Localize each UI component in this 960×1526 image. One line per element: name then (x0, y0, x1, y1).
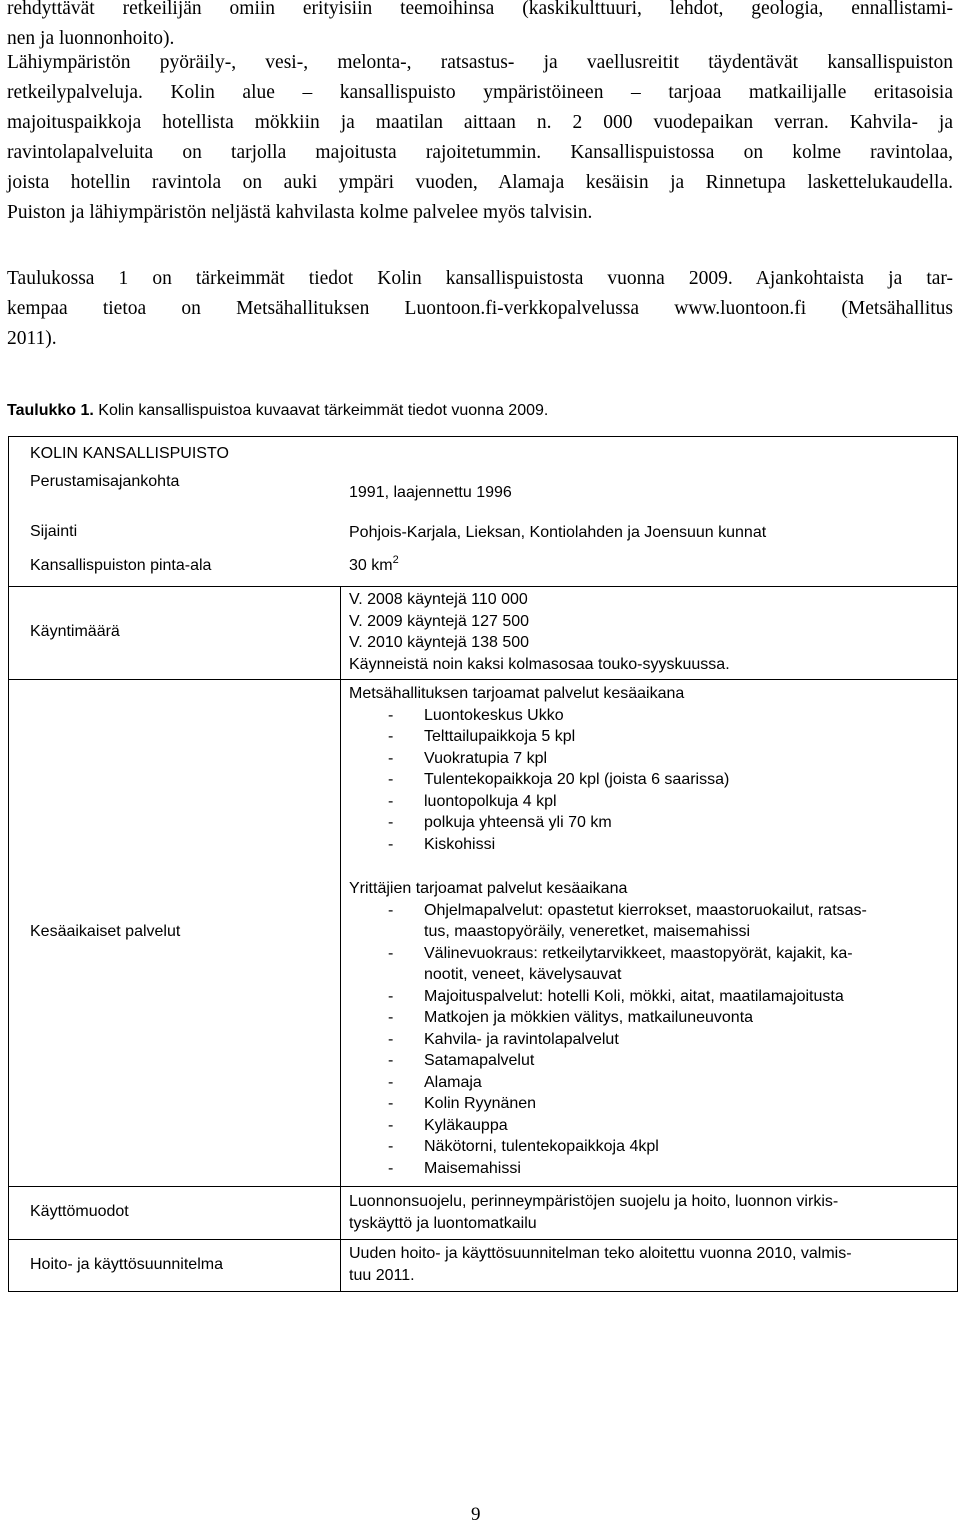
bullet-dash: - (388, 706, 394, 724)
founding-label: Perustamisajankohta (30, 473, 180, 490)
list-item-text: Luontokeskus Ukko (424, 706, 564, 724)
list-item-text: Maisemahissi (424, 1159, 521, 1177)
usage-line: tyskäyttö ja luontomatkailu (349, 1214, 537, 1232)
area-label: Kansallispuiston pinta-ala (30, 557, 212, 574)
list-item-text: Satamapalvelut (424, 1052, 535, 1069)
list-item (349, 1029, 949, 1051)
list-item (349, 791, 949, 813)
area-superscript: 2 (392, 554, 399, 566)
list-item-text: luontopolkuja 4 kpl (424, 792, 557, 810)
list-item (349, 1007, 949, 1029)
list-item (349, 1050, 949, 1072)
plan-label: Hoito- ja käyttösuunnitelma (30, 1256, 223, 1273)
text-line: ravintolapalveluita on tarjolla majoitusta rajoitetummin. Kansallispuistossa on kolme ravintolaa, (7, 142, 953, 163)
list-item-text: Tulentekopaikkoja 20 kpl (joista 6 saarissa) (424, 771, 730, 788)
bullet-dash: - (388, 749, 394, 767)
list-item-text: Välinevuokraus: retkeilytarvikkeet, maastopyörät, kajakit, ka- (424, 944, 853, 962)
area-number: 30 km (349, 557, 393, 574)
text-line: Puiston ja lähiympäristön neljästä kahvilasta kolme palvelee myös talvisin. (7, 202, 593, 223)
list-item (349, 943, 949, 986)
usage-value (349, 1191, 838, 1234)
list-item-text: Vuokratupia 7 kpl (424, 749, 548, 767)
text-line: Lähiympäristön pyöräily-, vesi-, melonta-, ratsastus- ja vaellusreitit täydentävät kansallispuiston (7, 52, 953, 73)
bullet-dash: - (388, 1159, 394, 1177)
list-item (349, 1115, 949, 1137)
visits-line: Käynneistä noin kaksi kolmasosaa touko-syyskuussa. (349, 655, 730, 673)
body-paragraph-1 (7, 0, 953, 54)
list-item (349, 748, 949, 770)
bullet-dash: - (388, 728, 394, 745)
text-line: retkeilypalveluja. Kolin alue – kansallispuisto ympäristöineen – tarjoaa matkailijalle eritasoisia (7, 82, 953, 103)
table-divider (8, 586, 958, 587)
list-item-text: Telttailupaikkoja 5 kpl (424, 728, 576, 745)
list-item-text: Matkojen ja mökkien välitys, matkailuneuvonta (424, 1009, 754, 1026)
location-label: Sijainti (30, 523, 78, 540)
area-value (349, 555, 399, 577)
list-item-text: Alamaja (424, 1073, 482, 1091)
metsahallitus-services (349, 683, 949, 855)
list-item (349, 1136, 949, 1158)
table-column-divider (340, 586, 341, 1292)
bullet-dash: - (388, 944, 394, 962)
list-item-text: Kolin Ryynänen (424, 1095, 537, 1112)
list-item-text: Näkötorni, tulentekopaikkoja 4kpl (424, 1138, 659, 1155)
table-divider (8, 1239, 958, 1240)
founding-value: 1991, laajennettu 1996 (349, 484, 512, 501)
list-item (349, 986, 949, 1008)
bullet-dash: - (388, 1073, 394, 1091)
bullet-dash: - (388, 987, 394, 1005)
text-line: joista hotellin ravintola on auki ympäri vuoden, Alamaja kesäisin ja Rinnetupa laskettelukaudella. (7, 172, 953, 193)
bullet-dash: - (388, 835, 394, 853)
text-line: kempaa tietoa on Metsähallituksen Luontoon.fi-verkkopalvelussa www.luontoon.fi (Metsähallitus (7, 298, 953, 319)
bullet-dash: - (388, 792, 394, 810)
location-value: Pohjois-Karjala, Lieksan, Kontiolahden ja Joensuun kunnat (349, 524, 767, 541)
plan-line: tuu 2011. (349, 1266, 415, 1284)
list-item (349, 900, 949, 943)
list-item (349, 769, 949, 791)
list-item-text: Kyläkauppa (424, 1116, 508, 1134)
list-item (349, 1093, 949, 1115)
usage-label: Käyttömuodot (30, 1203, 129, 1220)
bullet-dash: - (388, 1116, 394, 1134)
list-item-text: tus, maastopyöräily, veneretket, maisemahissi (424, 923, 751, 940)
list-item (349, 834, 949, 856)
bullet-dash: - (388, 1009, 394, 1026)
list-item-text: Ohjelmapalvelut: opastetut kierrokset, maastoruokailut, ratsas- (424, 901, 867, 919)
visits-line: V. 2010 käyntejä 138 500 (349, 634, 530, 651)
visits-label: Käyntimäärä (30, 623, 120, 640)
list-item-text: Kahvila- ja ravintolapalvelut (424, 1030, 619, 1048)
table-caption (7, 400, 548, 422)
table-caption-text: Kolin kansallispuistoa kuvaavat tärkeimmät tiedot vuonna 2009. (93, 402, 549, 419)
text-line: Taulukossa 1 on tärkeimmät tiedot Kolin kansallispuistosta vuonna 2009. Ajankohtaista ja tar- (7, 268, 953, 289)
bullet-dash: - (388, 1030, 394, 1048)
text-line: 2011). (7, 328, 57, 349)
list-item-text: Kiskohissi (424, 835, 496, 853)
plan-line: Uuden hoito- ja käyttösuunnitelman teko aloitettu vuonna 2010, valmis- (349, 1245, 852, 1262)
bullet-dash: - (388, 771, 394, 788)
list-item (349, 726, 949, 748)
table-title: KOLIN KANSALLISPUISTO (30, 445, 229, 462)
entrepreneur-list (349, 900, 949, 1180)
bullet-dash: - (388, 901, 394, 919)
entrepreneur-services (349, 878, 949, 1179)
text-line: nen ja luonnonhoito). (7, 28, 175, 49)
bullet-dash: - (388, 1052, 394, 1069)
bullet-dash: - (388, 814, 394, 831)
table-divider (8, 1186, 958, 1187)
visits-line: V. 2009 käyntejä 127 500 (349, 612, 530, 630)
table-caption-label: Taulukko 1. (7, 402, 94, 419)
visits-line: V. 2008 käyntejä 110 000 (349, 591, 528, 608)
text-line: majoituspaikkoja hotellista mökkiin ja maatilan aittaan n. 2 000 vuodepaikan verran. Kahvila- ja (7, 112, 953, 133)
body-paragraph-3 (7, 264, 953, 354)
metsahallitus-heading: Metsähallituksen tarjoamat palvelut kesäaikana (349, 685, 685, 702)
entrepreneur-heading: Yrittäjien tarjoamat palvelut kesäaikana (349, 880, 628, 897)
page-number: 9 (471, 1504, 481, 1525)
list-item (349, 1072, 949, 1094)
text-line: rehdyttävät retkeilijän omiin erityisiin teemoihinsa (kaskikulttuuri, lehdot, geologia, ennallistami- (7, 0, 953, 19)
metsahallitus-list (349, 705, 949, 856)
summer-services-label: Kesäaikaiset palvelut (30, 923, 181, 940)
list-item (349, 1158, 949, 1180)
list-item-text: Majoituspalvelut: hotelli Koli, mökki, aitat, maatilamajoitusta (424, 987, 844, 1005)
bullet-dash: - (388, 1095, 394, 1112)
visits-value (349, 589, 730, 675)
plan-value (349, 1243, 852, 1286)
bullet-dash: - (388, 1138, 394, 1155)
table-divider (8, 679, 958, 680)
list-item-text: nootit, veneet, kävelysauvat (424, 966, 622, 983)
body-paragraph-2 (7, 48, 953, 228)
list-item (349, 812, 949, 834)
usage-line: Luonnonsuojelu, perinneympäristöjen suojelu ja hoito, luonnon virkis- (349, 1193, 839, 1210)
list-item (349, 705, 949, 727)
list-item-text: polkuja yhteensä yli 70 km (424, 814, 612, 831)
